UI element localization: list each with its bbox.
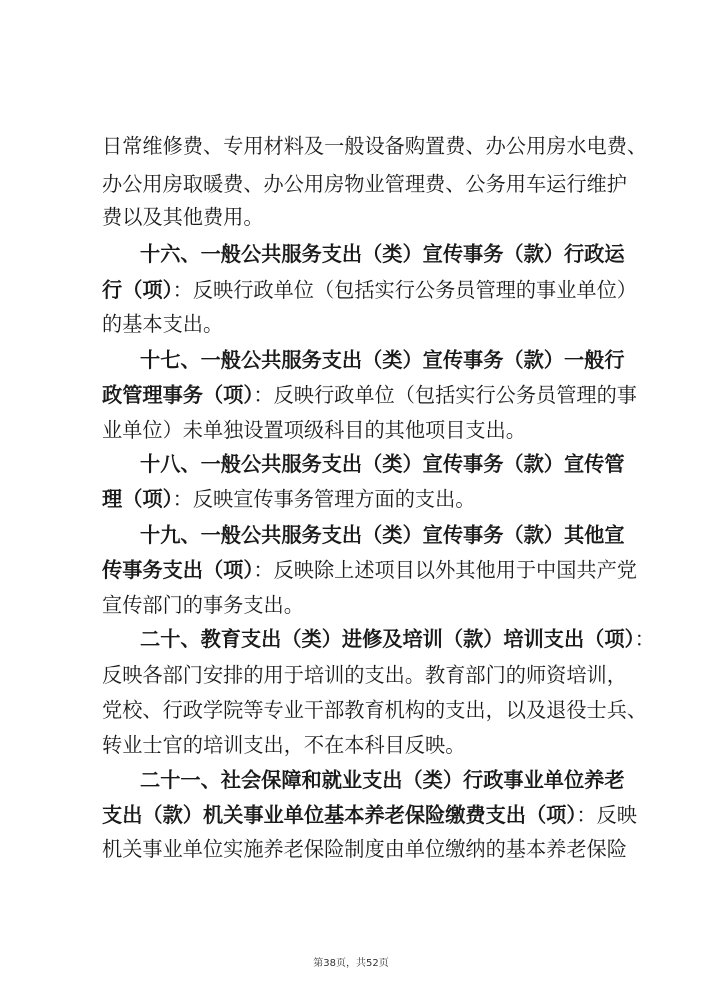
line-text: ：反映除上述项目以外其他用于中国共产党: [253, 558, 637, 582]
line-bold-text: 十九、一般公共服务支出（类）宣传事务（款）其他宣: [140, 523, 625, 547]
line-bold-text: 二十、教育支出（类）进修及培训（款）培训支出（项）: [140, 627, 635, 651]
line-text: ：反映宣传事务管理方面的支出。: [172, 487, 476, 511]
line-text: 反映各部门安排的用于培训的支出。教育部门的师资培训，: [102, 663, 627, 687]
section-19-heading: [0, 517, 702, 553]
line-bold-text: 二十一、社会保障和就业支出（类）行政事业单位养老: [140, 768, 625, 792]
body-line-5: [0, 272, 702, 308]
line-text: 转业士官的培训支出，不在本科目反映。: [102, 733, 466, 757]
line-text: ：: [634, 627, 655, 651]
body-line-9: [0, 412, 702, 448]
body-line-2: [0, 166, 702, 202]
body-line-17: [0, 692, 702, 728]
body-line-14: [0, 587, 702, 623]
line-text: 党校、行政学院等专业干部教育机构的支出，以及退役士兵、: [102, 698, 648, 722]
line-text: 机关事业单位实施养老保险制度由单位缴纳的基本养老保险: [102, 837, 627, 861]
line-text: ：反映行政单位（包括实行公务员管理的事: [253, 383, 637, 407]
line-bold-text: 行（项）: [102, 278, 173, 302]
page-number-footer: 第38页，共52页: [313, 958, 389, 969]
body-line-11: [0, 481, 702, 517]
line-text: ：反映行政单位（包括实行公务员管理的事业单位）: [172, 278, 637, 302]
line-text: 办公用房取暖费、办公用房物业管理费、公务用车运行维护: [102, 172, 627, 196]
line-text: 日常维修费、专用材料及一般设备购置费、办公用房水电费、: [102, 134, 648, 158]
line-bold-text: 理（项）: [102, 487, 173, 511]
line-bold-text: 支出（款）机关事业单位基本养老保险缴费支出（项）: [102, 803, 577, 827]
section-18-heading: [0, 446, 702, 482]
body-line-1: [0, 128, 702, 164]
section-20-heading: [0, 621, 702, 657]
line-bold-text: 十六、一般公共服务支出（类）宣传事务（款）行政运: [140, 242, 625, 266]
section-16-heading: [0, 236, 702, 272]
line-text: 业单位）未单独设置项级科目的其他项目支出。: [102, 418, 526, 442]
body-line-8: [0, 377, 702, 413]
body-line-20: [0, 797, 702, 833]
body-line-16: [0, 657, 702, 693]
line-bold-text: 传事务支出（项）: [102, 558, 254, 582]
section-17-heading: [0, 342, 702, 378]
body-line-6: [0, 306, 702, 342]
line-text: 的基本支出。: [102, 312, 224, 336]
body-line-13: [0, 552, 702, 588]
line-text: 宣传部门的事务支出。: [102, 593, 304, 617]
section-21-heading: [0, 762, 702, 798]
line-text: ：反映: [576, 803, 637, 827]
line-bold-text: 政管理事务（项）: [102, 383, 254, 407]
body-line-18: [0, 727, 702, 763]
body-line-21: [0, 831, 702, 867]
line-bold-text: 十七、一般公共服务支出（类）宣传事务（款）一般行: [140, 348, 625, 372]
line-bold-text: 十八、一般公共服务支出（类）宣传事务（款）宣传管: [140, 452, 625, 476]
line-text: 费以及其他费用。: [102, 205, 264, 229]
body-line-3: [0, 199, 702, 235]
